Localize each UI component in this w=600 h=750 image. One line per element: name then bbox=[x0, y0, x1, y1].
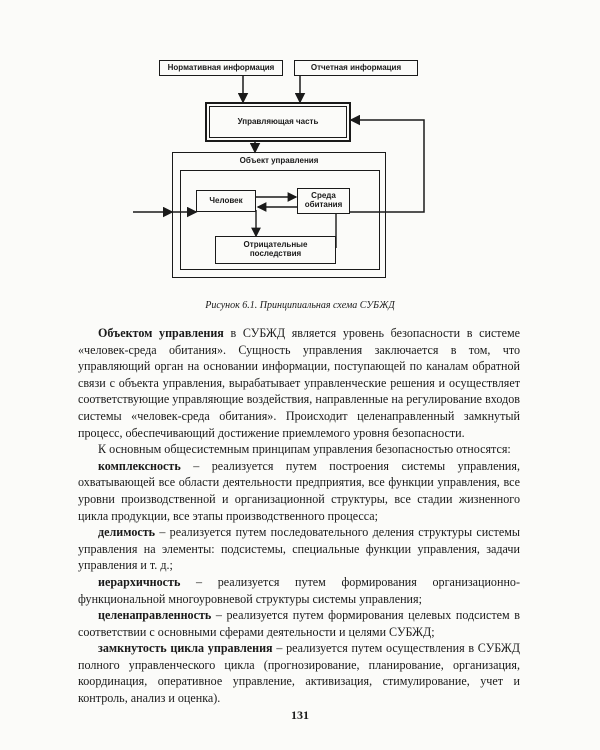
principle-closed-cycle bbox=[78, 640, 520, 706]
negative-consequences-label: Отрицательные последствия bbox=[243, 240, 308, 258]
principle-text: – реализуется путем построения системы управления, охватывающей все области деятельности предприятия, все функции управления, все уровни производственной и организационной структуры, все стадии жизненного цикла продукции, все этапы производственного процесса; bbox=[78, 458, 520, 523]
principle-complexity bbox=[78, 458, 520, 524]
control-part-box bbox=[205, 102, 351, 142]
paragraph-bold-lead: Объектом управления bbox=[98, 326, 224, 340]
principle-text: – реализуется путем осуществления в СУБЖД полного управленческого цикла (прогнозирование, планирование, организация, координация, оперативное управление, активизация, стимулирование, учет и контроль, анализ и оценка). bbox=[78, 641, 521, 706]
principle-divisibility bbox=[78, 524, 520, 574]
human-label: Человек bbox=[209, 195, 243, 205]
human-box bbox=[196, 190, 256, 212]
principle-term: комплексность bbox=[98, 458, 181, 473]
principle-text: – реализуется путем формирования организационно-функциональной многоуровневой структуры системы управления; bbox=[78, 574, 520, 606]
report-info-label: Отчетная информация bbox=[310, 62, 402, 72]
normative-info-box bbox=[159, 60, 283, 76]
page-number: 131 bbox=[291, 708, 309, 722]
report-info-box bbox=[294, 60, 418, 76]
principle-term: делимость bbox=[98, 525, 156, 540]
control-system-diagram bbox=[0, 0, 600, 300]
paragraph-text: в СУБЖД является уровень безопасности в системе «человек-среда обитания». Сущность управления заключается в том, что управляющий орган на основании информации, поступающей по каналам обратной связи с объекта управления, вырабатывает управленческие решения и осуществляет соответствующие управляющие воздействия, направленные на регулирование входов системы «человек-среда обитания». Происходит целенаправленный замкнутый процесс, обеспечивающий достижение приемлемого уровня безопасности. bbox=[78, 326, 520, 440]
principle-term: иерархичность bbox=[98, 574, 181, 589]
body-text bbox=[78, 325, 520, 707]
principle-term: замкнутость цикла управления bbox=[98, 641, 273, 656]
principle-text: – реализуется путем формирования целевых подсистем в соответствии с основными сферами деятельности и целями СУБЖД; bbox=[78, 608, 520, 639]
principle-purposefulness bbox=[78, 607, 520, 640]
paragraph-principles-intro: К основным общесистемным принципам управления безопасностью относятся: bbox=[98, 442, 511, 457]
paragraph-control-object bbox=[78, 325, 520, 441]
control-part-label: Управляющая часть bbox=[237, 116, 319, 126]
environment-label: Среда обитания bbox=[304, 191, 343, 209]
environment-box bbox=[297, 188, 350, 214]
principle-term: целенаправленность bbox=[98, 608, 212, 623]
principle-hierarchy bbox=[78, 574, 520, 607]
figure-caption: Рисунок 6.1. Принципиальная схема СУБЖД bbox=[205, 300, 395, 311]
normative-info-label: Нормативная информация bbox=[167, 62, 275, 72]
negative-consequences-box bbox=[215, 236, 336, 264]
principle-text: – реализуется путем последовательного деления структуры системы управления на элементы: подсистемы, специальные функции управления, задачи управления и т. д.; bbox=[78, 525, 520, 573]
control-object-title: Объект управления bbox=[239, 156, 319, 165]
